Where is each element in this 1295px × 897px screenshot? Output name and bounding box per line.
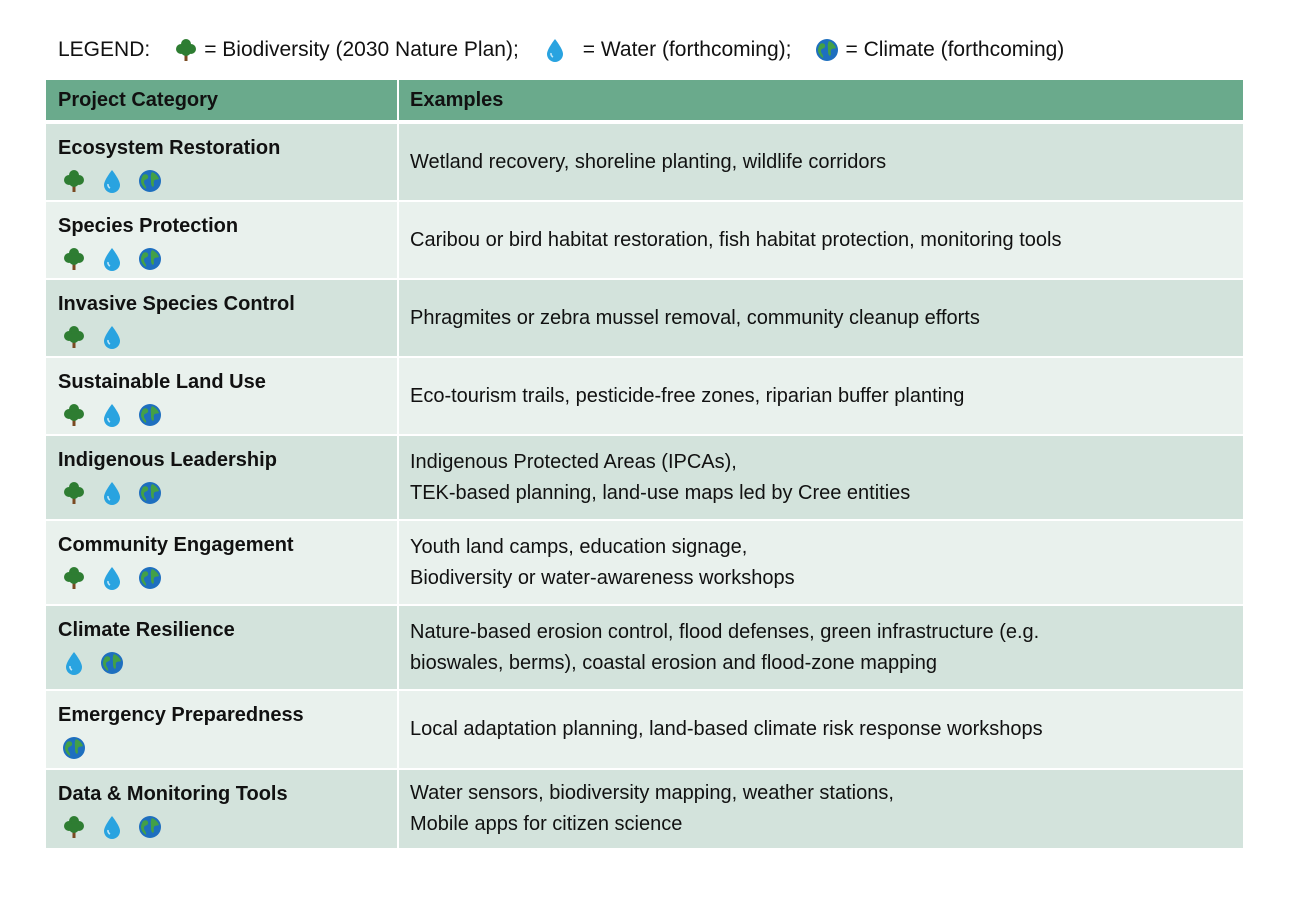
category-icons — [58, 402, 397, 428]
examples-cell — [399, 691, 1243, 768]
table-row — [46, 280, 1243, 358]
globe-icon — [137, 565, 163, 591]
globe-icon — [137, 246, 163, 272]
project-category-table — [46, 80, 1243, 850]
category-icons — [58, 814, 397, 840]
examples-line: Water sensors, biodiversity mapping, weather stations, — [410, 782, 894, 804]
examples-line: Biodiversity or water-awareness workshops — [410, 566, 795, 589]
examples-line: Mobile apps for citizen science — [410, 813, 683, 835]
examples-cell — [399, 124, 1243, 200]
category-icons — [58, 168, 397, 194]
globe-icon — [137, 402, 163, 428]
category-icons — [58, 650, 397, 676]
examples-line: Indigenous Protected Areas (IPCAs), — [410, 450, 737, 473]
category-label: Invasive Species Control — [58, 293, 295, 315]
category-icons — [58, 246, 397, 272]
tree-icon — [61, 480, 87, 506]
water-drop-icon — [99, 324, 125, 350]
table-row — [46, 770, 1243, 850]
header-project-category: Project Category — [46, 80, 399, 120]
examples-line: Caribou or bird habitat restoration, fish habitat protection, monitoring tools — [410, 228, 1062, 251]
examples-line: Wetland recovery, shoreline planting, wildlife corridors — [410, 150, 887, 173]
legend-water: = Water (forthcoming); — [582, 38, 792, 61]
examples-line: bioswales, berms), coastal erosion and flood-zone mapping — [410, 651, 937, 674]
tree-icon — [61, 565, 87, 591]
table-row — [46, 606, 1243, 691]
examples-line: Local adaptation planning, land-based climate risk response workshops — [410, 718, 1043, 740]
category-cell — [46, 770, 399, 848]
examples-line: Nature-based erosion control, flood defenses, green infrastructure (e.g. — [410, 620, 1040, 643]
table-row — [46, 358, 1243, 436]
category-cell — [46, 521, 399, 604]
category-cell — [46, 280, 399, 356]
category-cell — [46, 436, 399, 519]
category-label: Climate Resilience — [58, 619, 235, 641]
category-label: Data & Monitoring Tools — [58, 783, 288, 805]
table-row — [46, 521, 1243, 606]
tree-icon — [61, 246, 87, 272]
category-cell — [46, 606, 399, 689]
category-cell — [46, 358, 399, 434]
category-label: Community Engagement — [58, 534, 294, 556]
examples-line: TEK-based planning, land-use maps led by Cree entities — [410, 481, 911, 504]
water-drop-icon — [99, 814, 125, 840]
header-examples: Examples — [410, 88, 504, 111]
examples-cell — [399, 202, 1243, 278]
globe-icon — [137, 480, 163, 506]
tree-icon — [61, 814, 87, 840]
tree-icon — [61, 324, 87, 350]
category-icons — [58, 480, 397, 506]
globe-icon — [61, 735, 87, 761]
tree-icon — [61, 402, 87, 428]
category-cell — [46, 124, 399, 200]
globe-icon — [137, 814, 163, 840]
examples-line: Eco-tourism trails, pesticide-free zones, riparian buffer planting — [410, 384, 965, 407]
water-drop-icon — [99, 168, 125, 194]
category-label: Ecosystem Restoration — [58, 137, 281, 159]
table-row — [46, 124, 1243, 202]
globe-icon — [99, 650, 125, 676]
category-icons — [58, 324, 397, 350]
examples-cell — [399, 280, 1243, 356]
examples-cell — [399, 770, 1243, 848]
examples-cell — [399, 606, 1243, 689]
table-row — [46, 691, 1243, 770]
globe-icon — [137, 168, 163, 194]
legend — [58, 38, 1064, 62]
examples-cell — [399, 436, 1243, 519]
table-row — [46, 436, 1243, 521]
table-header-row — [46, 80, 1243, 124]
examples-cell — [399, 521, 1243, 604]
water-drop-icon — [99, 480, 125, 506]
tree-icon — [61, 168, 87, 194]
category-icons — [58, 735, 397, 761]
water-drop-icon — [99, 402, 125, 428]
category-icons — [58, 565, 397, 591]
category-label: Species Protection — [58, 215, 239, 237]
category-label: Indigenous Leadership — [58, 449, 277, 471]
table-row — [46, 202, 1243, 280]
water-drop-icon — [99, 565, 125, 591]
tree-icon — [174, 38, 198, 62]
examples-cell — [399, 358, 1243, 434]
category-label: Sustainable Land Use — [58, 371, 266, 393]
category-cell — [46, 691, 399, 768]
examples-line: Phragmites or zebra mussel removal, community cleanup efforts — [410, 306, 980, 329]
water-drop-icon — [99, 246, 125, 272]
water-drop-icon — [61, 650, 87, 676]
category-cell — [46, 202, 399, 278]
examples-line: Youth land camps, education signage, — [410, 535, 748, 558]
legend-climate: = Climate (forthcoming) — [845, 38, 1065, 61]
legend-biodiversity: = Biodiversity (2030 Nature Plan); — [204, 38, 519, 61]
globe-icon — [815, 38, 839, 62]
legend-prefix: LEGEND: — [58, 38, 151, 61]
water-drop-icon — [543, 38, 567, 62]
category-label: Emergency Preparedness — [58, 704, 304, 726]
